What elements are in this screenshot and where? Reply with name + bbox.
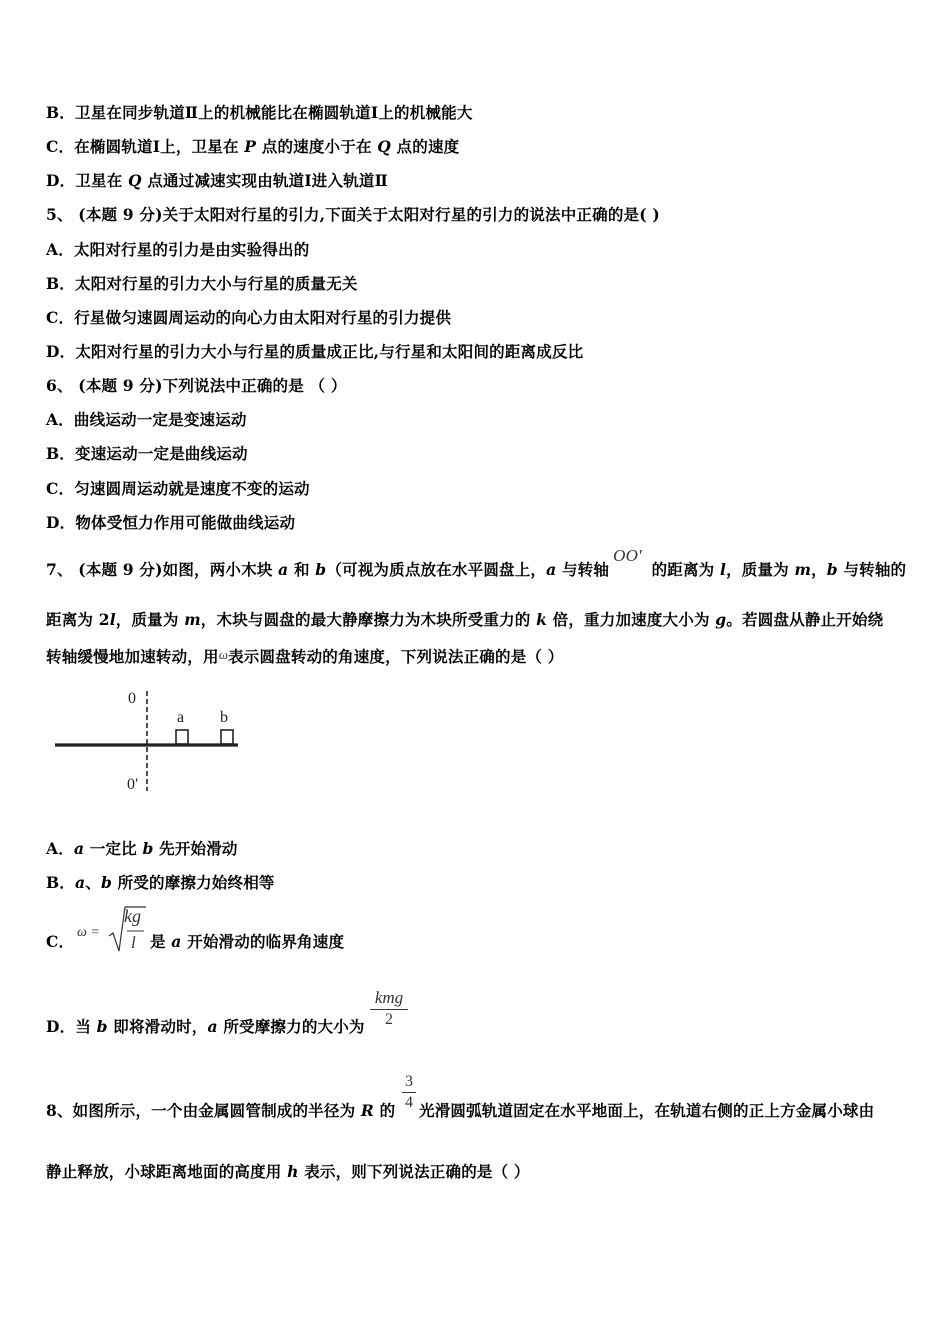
rotating-disk-figure	[50, 683, 250, 798]
q4-option-b: B．卫星在同步轨道Ⅱ上的机械能比在椭圆轨道Ⅰ上的机械能大	[46, 103, 473, 122]
block-b-label: b	[220, 709, 228, 726]
q4-option-d: D．卫星在 Q 点通过减速实现由轨道Ⅰ进入轨道Ⅱ	[46, 171, 388, 190]
q6-option-d: D．物体受恒力作用可能做曲线运动	[46, 513, 296, 532]
axis-bottom-label: 0′	[127, 776, 139, 793]
q7-stem-line2: 距离为 2l，质量为 m，木块与圆盘的最大静摩擦力为木块所受重力的 k 倍，重力加速度大小为 g。若圆盘从静止开始绕	[46, 610, 884, 629]
block-a-label: a	[177, 709, 185, 726]
q5-stem: 5、 (本题 9 分)关于太阳对行星的引力,下面关于太阳对行星的引力的说法中正确的是( )	[46, 205, 660, 224]
q5-option-b: B．太阳对行星的引力大小与行星的质量无关	[46, 274, 358, 293]
three-quarters-fraction: 3 4	[402, 1073, 416, 1112]
q8-stem-line2: 静止释放，小球距离地面的高度用 h 表示，则下列说法正确的是（ ）	[46, 1162, 530, 1181]
q6-stem: 6、 (本题 9 分)下列说法中正确的是 （ ）	[46, 376, 347, 395]
q5-option-a: A．太阳对行星的引力是由实验得出的	[46, 240, 310, 259]
q7-option-a: A．a 一定比 b 先开始滑动	[46, 839, 238, 858]
q5-option-d: D．太阳对行星的引力大小与行星的质量成正比,与行星和太阳间的距离成反比	[46, 342, 584, 361]
sqrt-numerator: kg	[124, 906, 141, 926]
sqrt-denominator: l	[131, 933, 136, 952]
block-a	[176, 730, 188, 744]
kmg-over-2-fraction: kmg 2	[370, 988, 408, 1029]
block-b	[221, 730, 233, 744]
q7-option-c-text: 是 a 开始滑动的临界角速度	[150, 932, 345, 951]
q7-option-b: B．a、b 所受的摩擦力始终相等	[46, 873, 275, 892]
q7-option-d: D．当 b 即将滑动时，a 所受摩擦力的大小为	[46, 1017, 365, 1036]
q8-stem-line1-part2: 光滑圆弧轨道固定在水平地面上，在轨道右侧的正上方金属小球由	[419, 1101, 875, 1120]
omega-symbol: ω	[218, 647, 229, 662]
q7-stem-line1: 7、 (本题 9 分)如图，两小木块 a 和 b（可视为质点放在水平圆盘上，a 与转轴OO′ 的距离为 l，质量为 m，b 与转轴的	[46, 546, 907, 579]
q5-option-c: C．行星做匀速圆周运动的向心力由太阳对行星的引力提供	[46, 308, 452, 327]
axis-top-label: 0	[128, 690, 136, 707]
q8-stem-line1-part1: 8、如图所示，一个由金属圆管制成的半径为 R 的	[46, 1101, 396, 1120]
q4-option-c: C．在椭圆轨道Ⅰ上，卫星在 P 点的速度小于在 Q 点的速度	[46, 137, 460, 156]
q7-option-c-label: C．	[46, 932, 75, 951]
q6-option-a: A．曲线运动一定是变速运动	[46, 410, 247, 429]
q6-option-b: B．变速运动一定是曲线运动	[46, 444, 248, 463]
q6-option-c: C．匀速圆周运动就是速度不变的运动	[46, 479, 310, 498]
omega-equals: ω =	[77, 925, 100, 940]
q7-stem-line3: 转轴缓慢地加速转动，用ω表示圆盘转动的角速度，下列说法正确的是（ ）	[46, 647, 564, 666]
oo-prime-symbol: OO′	[613, 546, 642, 565]
